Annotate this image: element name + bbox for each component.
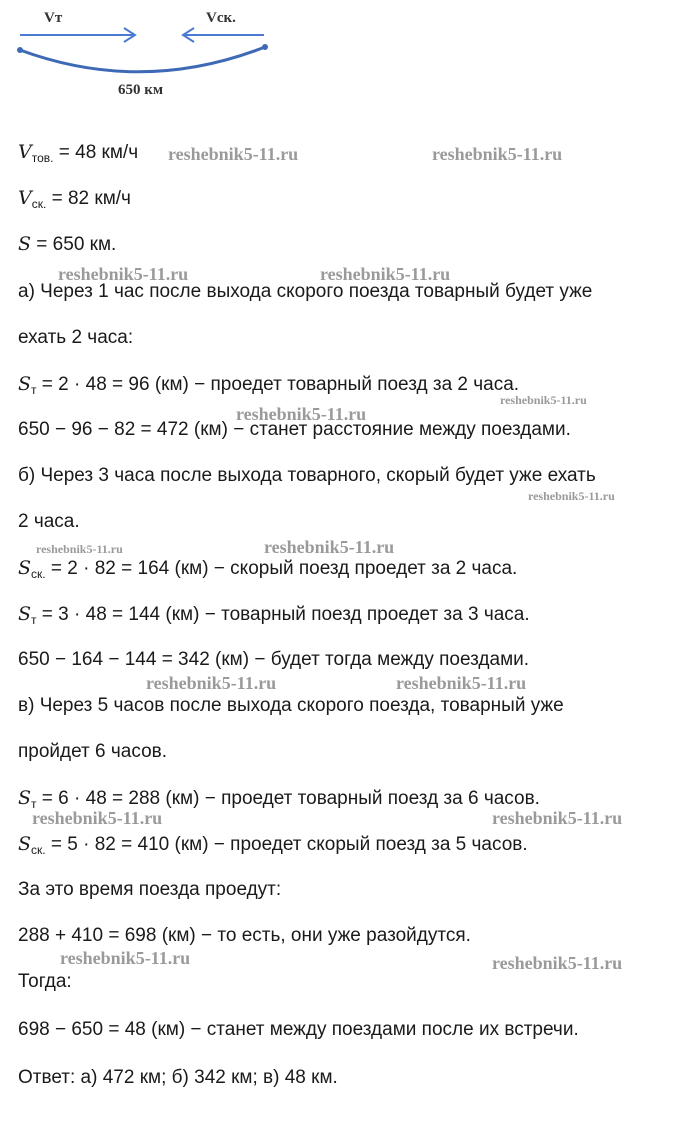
watermark: reshebnik5-11.ru [236,404,367,424]
start-point [17,47,23,53]
watermark: reshebnik5-11.ru [58,264,189,284]
watermark: reshebnik5-11.ru [60,948,191,968]
watermark: reshebnik5-11.ru [320,264,451,284]
given-express-speed: $V_{ск.} = 82$ км/ч [18,187,131,211]
part-b-result: 650 − 164 − 144 = 342 (км) − будет тогда между поездами. [18,649,530,670]
express-speed-label: Vск. [206,10,236,26]
watermark: reshebnik5-11.ru [168,144,299,164]
answer: Ответ: а) 472 км; б) 342 км; в) 48 км. [18,1067,338,1088]
part-b-freight-distance: $S_т = 3 \cdot 48 = 144$ (км) − товарный поезд проедет за 3 часа. [18,603,530,627]
part-c-intro-cont: пройдет 6 часов. [18,741,168,762]
motion-diagram [0,0,300,110]
watermark: reshebnik5-11.ru [146,673,277,693]
watermark: reshebnik5-11.ru [396,673,527,693]
part-c-sum: 288 + 410 = 698 (км) − то есть, они уже разойдутся. [18,925,471,946]
part-c-freight-distance: $S_т = 6 \cdot 48 = 288$ (км) − проедет товарный поезд за 6 часов. [18,787,540,811]
distance-label: 650 км [118,82,164,98]
watermark: reshebnik5-11.ru [528,489,615,503]
watermark: reshebnik5-11.ru [264,537,395,557]
watermark: reshebnik5-11.ru [492,953,623,973]
watermark: reshebnik5-11.ru [492,808,623,828]
part-a-freight-distance: $S_т = 2 \cdot 48 = 96$ (км) − проедет товарный поезд за 2 часа. [18,373,520,397]
part-b-intro-cont: 2 часа. [18,511,80,532]
part-a-result: 650 − 96 − 82 = 472 (км) − станет расстояние между поездами. [18,419,571,440]
watermark: reshebnik5-11.ru [432,144,563,164]
train-speed-label: Vт [44,10,63,26]
watermark: reshebnik5-11.ru [32,808,163,828]
given-freight-speed: $V_{тов.} = 48$ км/ч [18,141,139,165]
part-a-intro: а) Через 1 час после выхода скорого поезда товарный будет уже [18,281,593,302]
watermark: reshebnik5-11.ru [500,393,587,407]
given-distance: S = 650 км. [18,233,117,255]
part-c-then: Тогда: [18,971,72,992]
part-a-intro-cont: ехать 2 часа: [18,327,134,348]
distance-arc [20,47,265,72]
part-c-express-distance: $S_{ск.} = 5 \cdot 82 = 410$ (км) − проедет скорый поезд за 5 часов. [18,833,528,857]
part-c-intro: в) Через 5 часов после выхода скорого поезда, товарный уже [18,695,564,716]
part-b-express-distance: $S_{ск.} = 2 \cdot 82 = 164$ (км) − скорый поезд проедет за 2 часа. [18,557,518,581]
part-c-travel-note: За это время поезда проедут: [18,879,282,900]
part-b-intro: б) Через 3 часа после выхода товарного, скорый будет уже ехать [18,465,596,486]
end-point [262,44,268,50]
watermark: reshebnik5-11.ru [36,542,123,556]
part-c-result: 698 − 650 = 48 (км) − станет между поездами после их встречи. [18,1019,579,1040]
